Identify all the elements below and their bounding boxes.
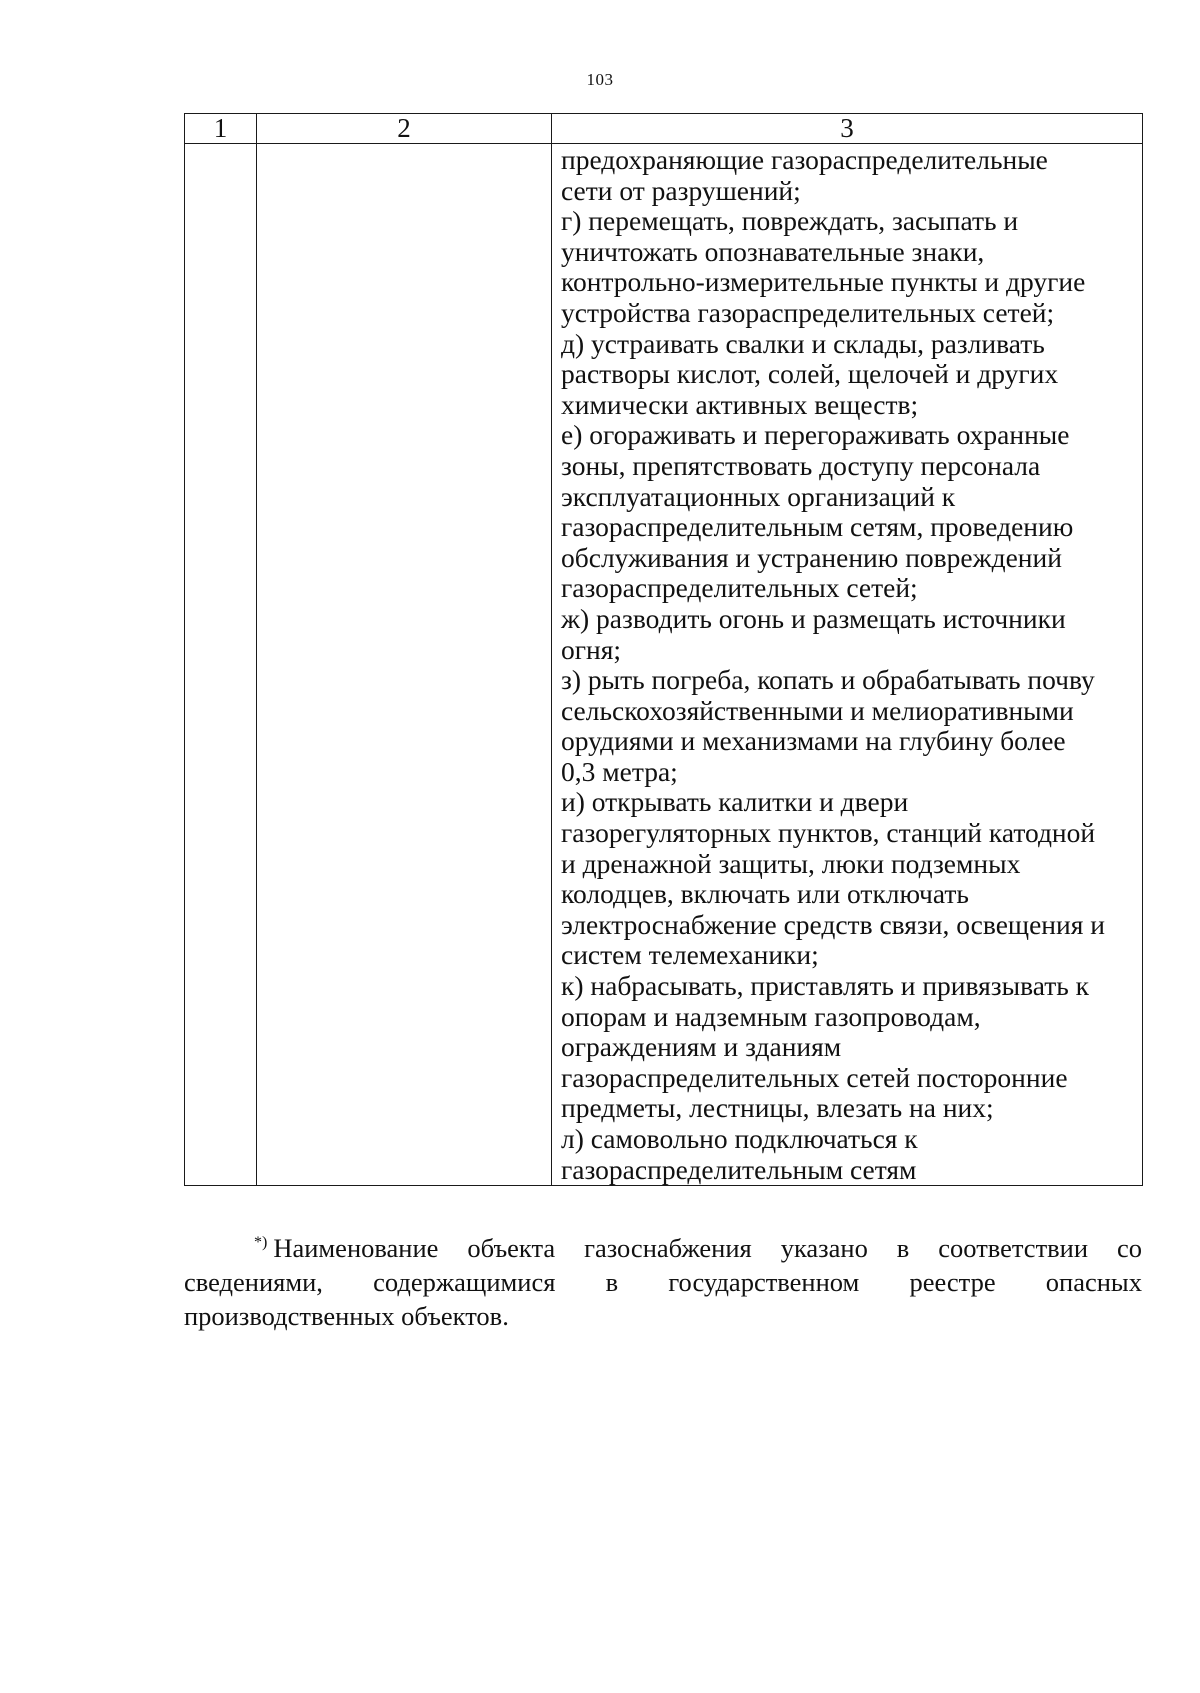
cell-text-line: 0,3 метра; [561, 755, 678, 787]
footnote-marker: *) [254, 1234, 268, 1251]
cell-text-line: сети от разрушений; [561, 174, 801, 206]
cell-text-line: устройства газораспределительных сетей; [561, 296, 1055, 328]
footnote [184, 1226, 1142, 1333]
footnote-text: Наименование объекта газоснабжения указано в соответствии со [273, 1233, 1142, 1263]
cell-text-line: л) самовольно подключаться к [561, 1123, 918, 1154]
cell-text-line: газорегуляторных пунктов, станций катодной [561, 817, 1096, 849]
cell-text-line: предметы, лестницы, влезать на них; [561, 1092, 994, 1124]
column-header-2: 2 [257, 114, 552, 144]
cell-text-line: газораспределительных сетей посторонние [561, 1061, 1068, 1093]
cell-text-line: газораспределительным сетям [561, 1153, 917, 1185]
cell-text-line: опорам и надземным газопроводам, [561, 1000, 981, 1032]
cell-text-line: контрольно-измерительные пункты и другие [561, 266, 1086, 298]
table-header-row [185, 114, 1143, 144]
cell-text-line: сельскохозяйственными и мелиоративными [561, 694, 1074, 726]
table-row [185, 144, 1143, 1186]
cell-text-line: е) огораживать и перегораживать охранные [561, 419, 1070, 451]
cell-text-line: з) рыть погреба, копать и обрабатывать почву [561, 664, 1095, 696]
column-header-1: 1 [185, 114, 257, 144]
cell-text-line: химически активных веществ; [561, 388, 919, 420]
column-header-3: 3 [552, 114, 1143, 144]
cell-text-line: уничтожать опознавательные знаки, [561, 235, 985, 267]
cell-text-line: г) перемещать, повреждать, засыпать и [561, 205, 1019, 237]
cell-text-line: д) устраивать свалки и склады, разливать [561, 327, 1045, 359]
cell-text-line: огня; [561, 633, 622, 665]
cell-text-line: к) набрасывать, приставлять и привязывать к [561, 970, 1090, 1002]
cell-text-line: колодцев, включать или отключать [561, 878, 969, 910]
cell-text-line: ограждениям и зданиям [561, 1031, 842, 1063]
cell-text-line: газораспределительных сетей; [561, 572, 918, 604]
cell-text-line: обслуживания и устранению повреждений [561, 541, 1062, 573]
column-3-cell [552, 144, 1143, 1186]
column-2-cell [257, 144, 552, 1186]
requirements-table [184, 113, 1143, 1186]
cell-text-line: растворы кислот, солей, щелочей и других [561, 358, 1059, 390]
column-1-cell [185, 144, 257, 1186]
footnote-line: сведениями, содержащимися в государственном реестре опасных [184, 1267, 1142, 1297]
cell-text-line: и) открывать калитки и двери [561, 786, 909, 818]
cell-text-line: газораспределительным сетям, проведению [561, 511, 1074, 543]
cell-text-line: систем телемеханики; [561, 939, 819, 971]
cell-text-line: орудиями и механизмами на глубину более [561, 725, 1066, 757]
cell-text-line: зоны, препятствовать доступу персонала [561, 449, 1041, 481]
cell-text-line: эксплуатационных организаций к [561, 480, 956, 512]
cell-text-line: предохраняющие газораспределительные [561, 144, 1048, 175]
footnote-line [184, 1226, 1142, 1265]
cell-text-line: электроснабжение средств связи, освещения и [561, 908, 1105, 940]
cell-text-line: ж) разводить огонь и размещать источники [561, 602, 1066, 634]
cell-text-line: и дренажной защиты, люки подземных [561, 847, 1021, 879]
footnote-line: производственных объектов. [184, 1301, 509, 1331]
page-number: 103 [586, 70, 614, 89]
